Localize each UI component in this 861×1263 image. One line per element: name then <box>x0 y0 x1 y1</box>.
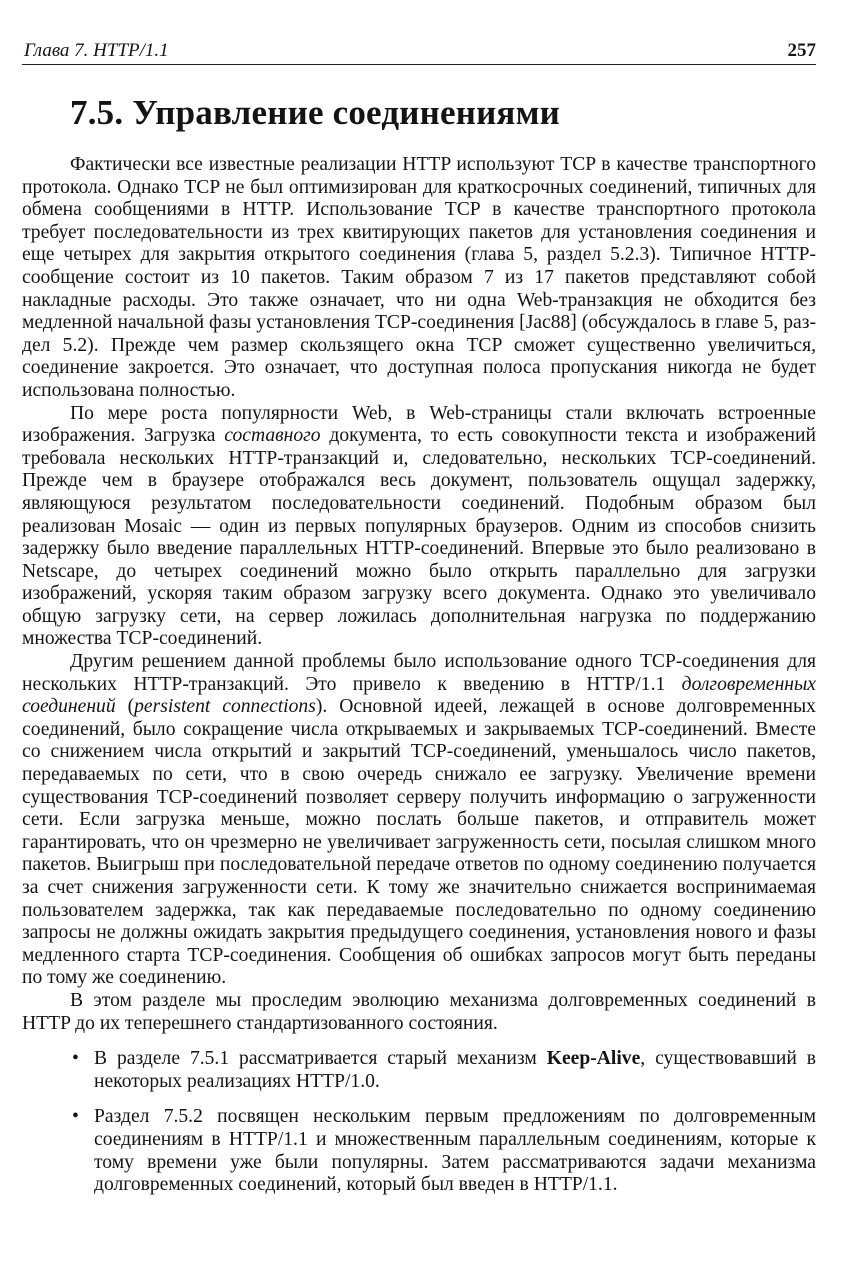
list-item <box>22 1048 816 1093</box>
book-page <box>22 0 816 1263</box>
text-run: Раздел 7.5.2 посвящен нескольким первым предложениям по долговременным соединениям в HTTP/1.1 и множественным параллельным соединениям, которые к тому времени уже были популярны. Затем рассматриваются задачи механизма долговременных соединений, который был введен в HTTP/1.1. <box>94 1106 816 1196</box>
emphasis-term: составного <box>224 425 321 447</box>
emphasis-term: долговременных соединений <box>22 673 816 718</box>
text-run: ). Основной идеей, лежащей в основе долговременных соединений, было сокращение числа открываемых и закрываемых TCP-соединений. Вместе со снижением числа открытий и закрытий TCP-соединений, уменьшалось число пакетов, передаваемых по сети, что в свою очередь снижало ее загрузку. Увеличение времени существования TCP-соединений позволяет серверу получить информацию о загруженности сети. Если загрузка меньше, можно послать больше пакетов, и отправитель может гарантировать, что он чрезмерно не увеличивает загруженность сети, посылая слишком много пакетов. Выигрыш при последовательной передаче ответов по одному соединению получается за счет снижения загруженности сети. К тому же значительно снижается воспринимаемая пользователем задержка, так как передаваемые последовательно по одному соединению запросы не должны ожидать закрытия предыдущего соединения, установления нового и фазы медленного старта TCP-соединения. Сообщения об ошибках запросов могут быть переданы по тому же соединению. <box>22 696 816 989</box>
running-header <box>22 38 816 65</box>
text-run: документа, то есть совокупности текста и изображений требовала нескольких HTTP-транзакций и, следовательно, нескольких TCP-соединений. Прежде чем в браузере отображался весь документ, пользователь ощущал задержку, являющуюся результатом последовательности соединений. Подобным образом был реализован Mosaic — один из первых популярных браузеров. Одним из способов снизить задержку было введение параллельных HTTP-соединений. Впервые это было реализовано в Netscape, до четырех соединений можно было открыть параллельно для загрузки изображений, ускоряя таким образом загрузку всего документа. Однако это увеличивало общую загрузку сети, на сервер ложилась дополнительная нагрузка по поддержанию множества TCP-соединений. <box>22 425 816 650</box>
bold-term: Keep-Alive <box>546 1048 641 1070</box>
text-run: ( <box>115 696 135 718</box>
page-number: 257 <box>787 40 816 61</box>
text-run: , существовавший в некоторых реализациях HTTP/1.0. <box>94 1048 816 1092</box>
text-run: Другим решением данной проблемы было использование одного TCP-соединения для нескольких HTTP-транзакций. Это привело к введению в HTTP/1.1 <box>22 651 816 695</box>
list-item <box>22 1106 816 1196</box>
text-run: В разделе 7.5.1 рассматривается старый механизм <box>94 1048 547 1070</box>
section-heading: 7.5. Управление соединениями <box>70 93 560 132</box>
bullet-list <box>22 1048 816 1197</box>
bullet-icon: • <box>72 1106 79 1128</box>
body-text <box>22 154 816 1210</box>
text-run: По мере роста популярности Web, в Web-страницы стали включать встроенные изображения. Загрузка <box>22 402 816 447</box>
emphasis-term-english: persistent connections <box>134 696 316 718</box>
paragraph-3 <box>22 651 816 990</box>
bullet-icon: • <box>72 1048 79 1070</box>
paragraph-1: Фактически все известные реализации HTTP используют TCP в качестве транспортного протокола. Однако TCP не был оптимизирован для краткосрочных соединений, типичных для обмена сообщениями в HTTP. Использование TCP в качестве транспортного протокола требует последовательности из трех квитирующих пакетов для установления соединения и еще четырех для закрытия открытого соединения (глава 5, раздел 5.2.3). Типичное HTTP-сообщение состоит из 10 пакетов. Таким образом 7 из 17 пакетов представляют собой накладные расходы. Это также означает, что ни одна Web-транзакция не обходится без медленной начальной фазы установления TCP-соединения [Jac88] (обсуждалось в главе 5, раздел 5.2). Прежде чем размер скользящего окна TCP сможет существенно увеличиться, соединение закроется. Это означает, что доступная полоса пропускания никогда не будет использована полностью. <box>22 154 816 401</box>
paragraph-2 <box>22 403 816 652</box>
chapter-title: Глава 7. HTTP/1.1 <box>24 40 169 61</box>
paragraph-4: В этом разделе мы проследим эволюцию механизма долговременных соединений в HTTP до их теперешнего стандартизованного состояния. <box>22 989 816 1034</box>
